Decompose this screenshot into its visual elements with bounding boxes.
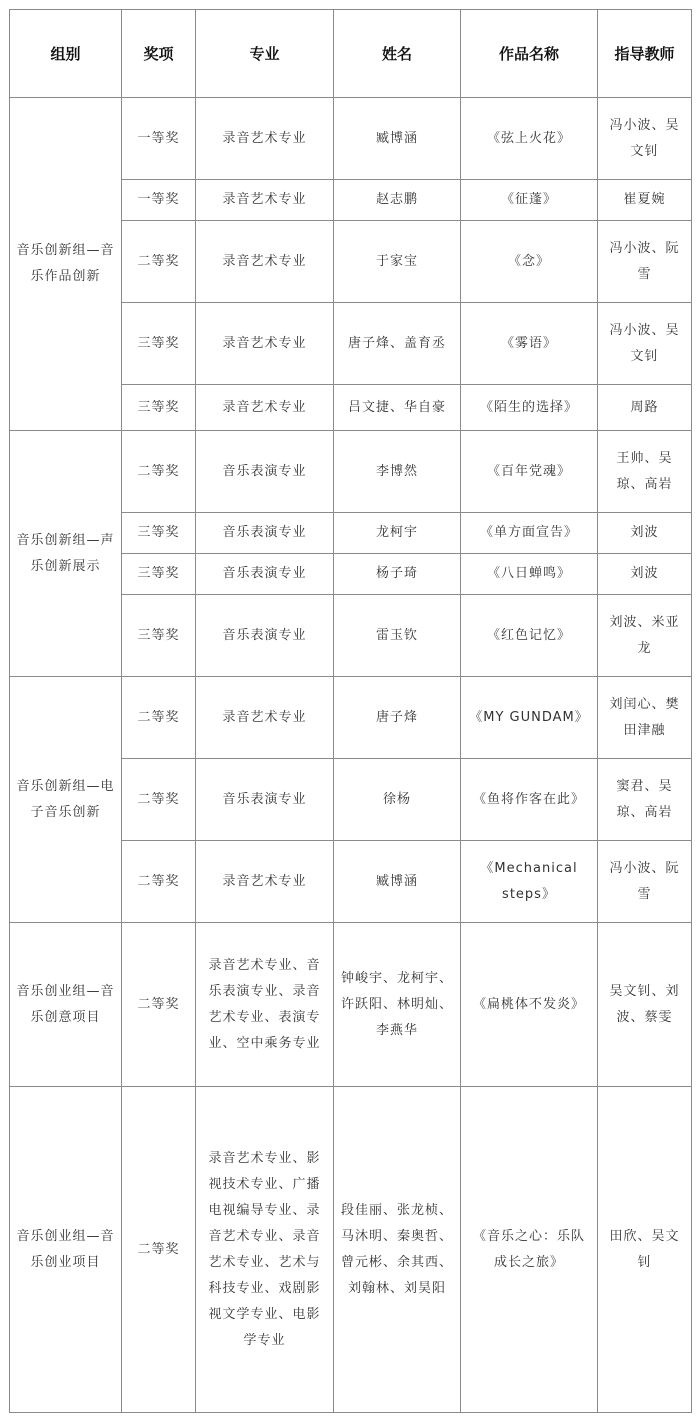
work-cell: 《音乐之心：乐队成长之旅》	[461, 1087, 598, 1413]
award-cell: 三等奖	[122, 595, 196, 677]
header-teacher: 指导教师	[598, 10, 692, 98]
header-group: 组别	[10, 10, 122, 98]
teacher-cell: 吴文钊、刘波、蔡雯	[598, 923, 692, 1087]
teacher-cell: 刘波、米亚龙	[598, 595, 692, 677]
group-cell: 音乐创业组—音乐创意项目	[10, 923, 122, 1087]
names-cell: 臧博涵	[334, 841, 461, 923]
teacher-cell: 冯小波、吴文钊	[598, 303, 692, 385]
work-cell: 《扁桃体不发炎》	[461, 923, 598, 1087]
names-cell: 段佳丽、张龙桢、马沐明、秦奥哲、曾元彬、余其西、刘翰林、刘昊阳	[334, 1087, 461, 1413]
teacher-cell: 冯小波、阮雪	[598, 841, 692, 923]
teacher-cell: 冯小波、吴文钊	[598, 98, 692, 180]
award-cell: 一等奖	[122, 180, 196, 221]
work-cell: 《MY GUNDAM》	[461, 677, 598, 759]
major-cell: 录音艺术专业	[196, 385, 334, 431]
names-cell: 杨子琦	[334, 554, 461, 595]
table-row	[10, 98, 692, 180]
awards-table	[9, 9, 692, 1413]
award-cell: 三等奖	[122, 385, 196, 431]
work-cell: 《鱼将作客在此》	[461, 759, 598, 841]
major-cell: 音乐表演专业	[196, 595, 334, 677]
header-row	[10, 10, 692, 98]
group-cell: 音乐创新组—声乐创新展示	[10, 431, 122, 677]
teacher-cell: 刘波	[598, 554, 692, 595]
award-cell: 二等奖	[122, 1087, 196, 1413]
names-cell: 唐子烽	[334, 677, 461, 759]
award-cell: 二等奖	[122, 923, 196, 1087]
names-cell: 吕文捷、华自豪	[334, 385, 461, 431]
major-cell: 音乐表演专业	[196, 759, 334, 841]
work-cell: 《红色记忆》	[461, 595, 598, 677]
work-cell: 《八日蝉鸣》	[461, 554, 598, 595]
names-cell: 赵志鹏	[334, 180, 461, 221]
names-cell: 钟峻宇、龙柯宇、许跃阳、林明灿、李燕华	[334, 923, 461, 1087]
table-row	[10, 431, 692, 513]
work-cell: 《单方面宣告》	[461, 513, 598, 554]
award-cell: 三等奖	[122, 554, 196, 595]
names-cell: 臧博涵	[334, 98, 461, 180]
work-cell: 《雾语》	[461, 303, 598, 385]
work-cell: 《百年党魂》	[461, 431, 598, 513]
names-cell: 雷玉钦	[334, 595, 461, 677]
major-cell: 录音艺术专业	[196, 303, 334, 385]
award-cell: 三等奖	[122, 513, 196, 554]
award-cell: 二等奖	[122, 431, 196, 513]
teacher-cell: 冯小波、阮雪	[598, 221, 692, 303]
teacher-cell: 田欣、吴文钊	[598, 1087, 692, 1413]
award-cell: 一等奖	[122, 98, 196, 180]
major-cell: 录音艺术专业	[196, 677, 334, 759]
group-cell: 音乐创业组—音乐创业项目	[10, 1087, 122, 1413]
major-cell: 音乐表演专业	[196, 431, 334, 513]
header-names: 姓名	[334, 10, 461, 98]
award-cell: 二等奖	[122, 841, 196, 923]
award-cell: 二等奖	[122, 677, 196, 759]
teacher-cell: 窦君、吴琼、高岩	[598, 759, 692, 841]
work-cell: 《念》	[461, 221, 598, 303]
names-cell: 龙柯宇	[334, 513, 461, 554]
award-cell: 三等奖	[122, 303, 196, 385]
names-cell: 于家宝	[334, 221, 461, 303]
major-cell: 录音艺术专业	[196, 180, 334, 221]
names-cell: 李博然	[334, 431, 461, 513]
table-row	[10, 923, 692, 1087]
major-cell: 录音艺术专业	[196, 98, 334, 180]
work-cell: 《征蓬》	[461, 180, 598, 221]
award-cell: 二等奖	[122, 221, 196, 303]
header-major: 专业	[196, 10, 334, 98]
major-cell: 录音艺术专业	[196, 841, 334, 923]
teacher-cell: 崔夏婉	[598, 180, 692, 221]
major-cell: 音乐表演专业	[196, 554, 334, 595]
major-cell: 录音艺术专业、音乐表演专业、录音艺术专业、表演专业、空中乘务专业	[196, 923, 334, 1087]
work-cell: 《弦上火花》	[461, 98, 598, 180]
table-row	[10, 677, 692, 759]
major-cell: 录音艺术专业	[196, 221, 334, 303]
teacher-cell: 王帅、吴琼、高岩	[598, 431, 692, 513]
header-award: 奖项	[122, 10, 196, 98]
teacher-cell: 刘波	[598, 513, 692, 554]
major-cell: 录音艺术专业、影视技术专业、广播电视编导专业、录音艺术专业、录音艺术专业、艺术与科技专业、戏剧影视文学专业、电影学专业	[196, 1087, 334, 1413]
work-cell: 《陌生的选择》	[461, 385, 598, 431]
group-cell: 音乐创新组—电子音乐创新	[10, 677, 122, 923]
work-cell: 《Mechanical steps》	[461, 841, 598, 923]
major-cell: 音乐表演专业	[196, 513, 334, 554]
group-cell: 音乐创新组—音乐作品创新	[10, 98, 122, 431]
teacher-cell: 周路	[598, 385, 692, 431]
teacher-cell: 刘闰心、樊田津融	[598, 677, 692, 759]
award-cell: 二等奖	[122, 759, 196, 841]
names-cell: 唐子烽、盖育丞	[334, 303, 461, 385]
table-row	[10, 1087, 692, 1413]
names-cell: 徐杨	[334, 759, 461, 841]
header-work: 作品名称	[461, 10, 598, 98]
